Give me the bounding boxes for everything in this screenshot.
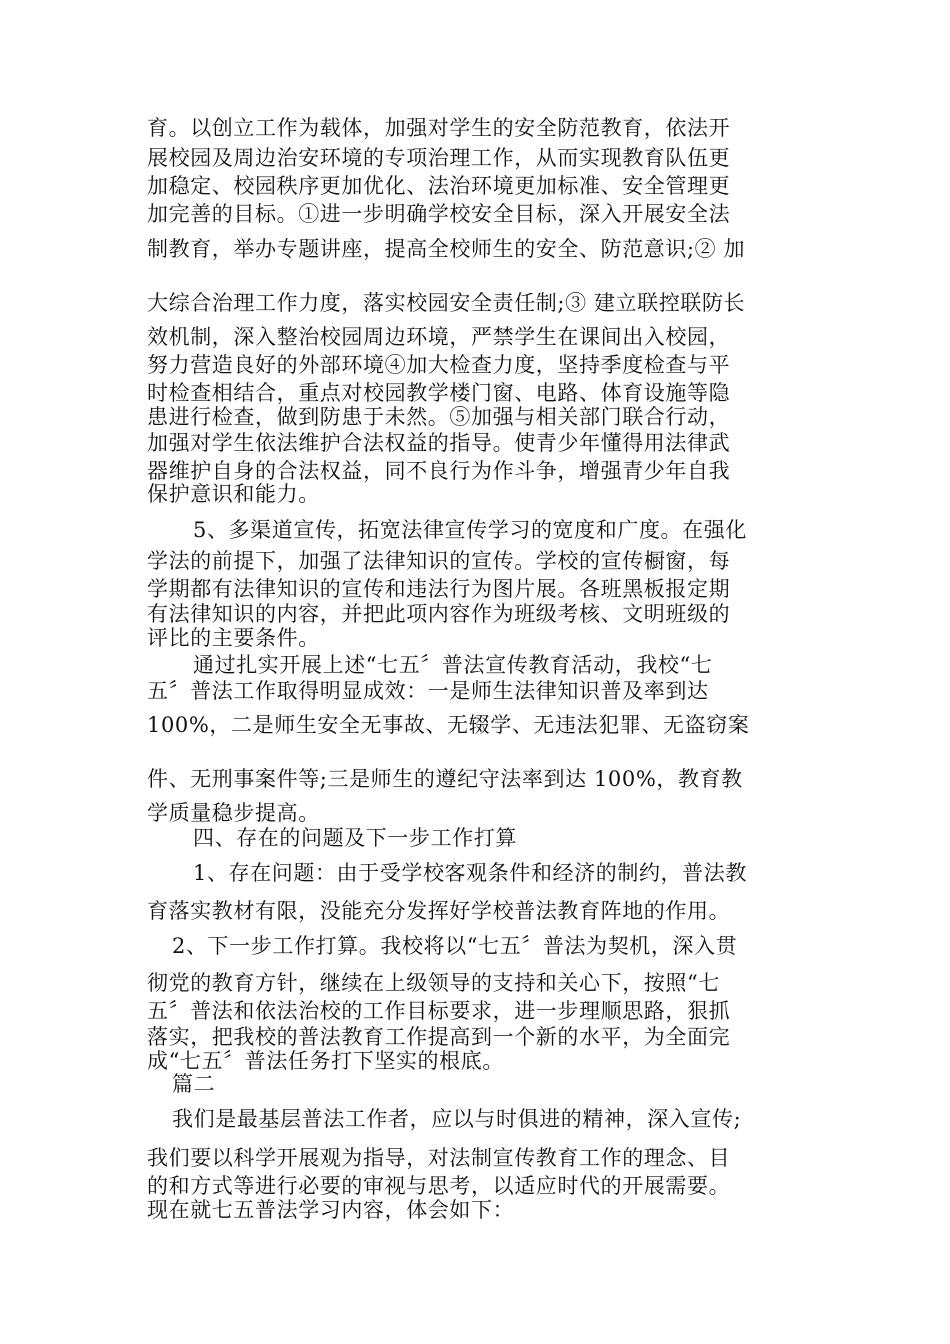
text-line: 育落实教材有限，没能充分发挥好学校普法教育阵地的作用。 bbox=[147, 899, 731, 923]
text-line: 彻党的教育方针，继续在上级领导的支持和关心下，按照“七 bbox=[147, 971, 720, 995]
text-line: 的和方式等进行必要的审视与思考，以适应时代的开展需要。 bbox=[147, 1174, 731, 1198]
text-line: 制教育，举办专题讲座，提高全校师生的安全、防范意识;② 加 bbox=[147, 237, 746, 261]
text-line: 展校园及周边治安环境的专项治理工作，从而实现教育队伍更 bbox=[147, 146, 731, 170]
text-line: 现在就七五普法学习内容，体会如下： bbox=[147, 1198, 515, 1222]
text-line: 五〞普法工作取得明显成效：一是师生法律知识普及率到达 bbox=[147, 679, 709, 703]
text-line: 我们要以科学开展观为指导，对法制宣传教育工作的理念、目 bbox=[147, 1146, 731, 1170]
text-line: 五〞普法和依法治校的工作目标要求，进一步理顺思路，狠抓 bbox=[147, 999, 731, 1023]
section-heading: 四、存在的问题及下一步工作打算 bbox=[193, 826, 517, 850]
text-line: 学期都有法律知识的宣传和违法行为图片展。各班黑板报定期 bbox=[147, 577, 731, 601]
text-line: 100%，二是师生安全无事故、无辍学、无违法犯罪、无盗窃案 bbox=[147, 713, 750, 737]
text-line: 1、存在问题：由于受学校客观条件和经济的制约，普法教 bbox=[193, 861, 747, 885]
text-line: 加完善的目标。①进一步明确学校安全目标，深入开展安全法 bbox=[147, 202, 731, 226]
text-line: 患进行检查，做到防患于未然。⑤加强与相关部门联合行动， bbox=[147, 405, 731, 429]
text-line: 育。以创立工作为载体，加强对学生的安全防范教育，依法开 bbox=[147, 116, 731, 140]
text-line: 时检查相结合，重点对校园教学楼门窗、电路、体育设施等隐 bbox=[147, 381, 731, 405]
text-line: 学质量稳步提高。 bbox=[147, 801, 320, 825]
text-line: 通过扎实开展上述“七五〞普法宣传教育活动，我校“七 bbox=[193, 653, 713, 677]
text-line: 大综合治理工作力度，落实校园安全责任制;③ 建立联控联防长 bbox=[147, 291, 746, 315]
section-heading: 篇二 bbox=[172, 1072, 216, 1096]
text-line: 2、下一步工作打算。我校将以“七五〞普法为契机，深入贯 bbox=[172, 934, 738, 958]
text-line: 5、多渠道宣传，拓宽法律宣传学习的宽度和广度。在强化 bbox=[193, 518, 747, 542]
text-line: 学法的前提下，加强了法律知识的宣传。学校的宣传橱窗，每 bbox=[147, 549, 731, 573]
text-line: 加稳定、校园秩序更加优化、法治环境更加标准、安全管理更 bbox=[147, 174, 731, 198]
text-line: 器维护自身的合法权益，同不良行为作斗争，增强青少年自我 bbox=[147, 459, 731, 483]
text-line: 加强对学生依法维护合法权益的指导。使青少年懂得用法律武 bbox=[147, 431, 731, 455]
text-line: 件、无刑事案件等;三是师生的遵纪守法率到达 100%，教育教 bbox=[147, 767, 743, 791]
text-line: 落实，把我校的普法教育工作提高到一个新的水平，为全面完 bbox=[147, 1025, 731, 1049]
text-line: 有法律知识的内容，并把此项内容作为班级考核、文明班级的 bbox=[147, 602, 731, 626]
text-line: 评比的主要条件。 bbox=[147, 626, 320, 650]
text-line: 我们是最基层普法工作者，应以与时俱进的精神，深入宣传; bbox=[172, 1107, 742, 1131]
text-line: 保护意识和能力。 bbox=[147, 482, 320, 506]
text-line: 成“七五〞普法任务打下坚实的根底。 bbox=[147, 1049, 504, 1073]
text-line: 效机制，深入整治校园周边环境，严禁学生在课间出入校园， bbox=[147, 325, 731, 349]
text-line: 努力营造良好的外部环境④加大检查力度，坚持季度检查与平 bbox=[147, 353, 731, 377]
